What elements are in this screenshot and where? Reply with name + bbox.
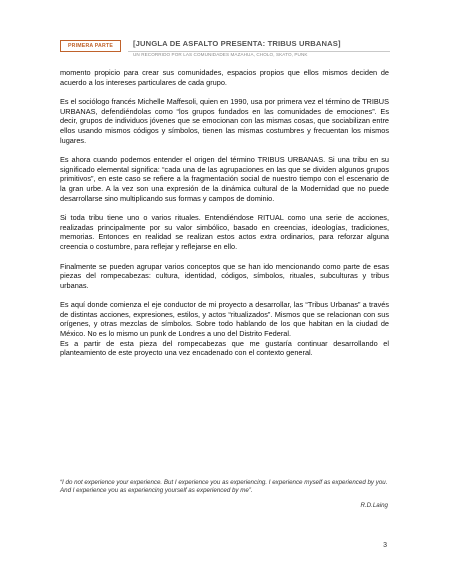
quote-author: R.D.Laing [360, 502, 388, 509]
paragraph: Es ahora cuando podemos entender el origen del término TRIBUS URBANAS. Si una tribu en su significado elemental significa: “cada una de las agrupaciones en las que se dividen algunos grupos primitivos”, en este caso se refiere a la fragmentación social de nuestro tiempo con el escenario de la gran urbe. A la vez son una expresión de la dinámica cultural de la Modernidad que no puede desarrollarse sino multiplicando sus formas y campos de dominio. [60, 155, 389, 203]
epigraph-quote: “I do not experience your experience. But I experience you as experiencing. I experience myself as experienced by you. And I experience you as experiencing yourself as experienced by me”. [60, 479, 388, 495]
section-badge: PRIMERA PARTE [60, 40, 121, 52]
paragraph: Es aquí donde comienza el eje conductor de mi proyecto a desarrollar, las “Tribus Urbanas” a través de distintas acciones, expresiones, estilos, y actos “ritualizados”. Mismos que se relacionan con sus orígenes, y otras mezclas de símbolos. Sobre todo hablando de los que habitan en la ciudad de México. No es lo mismo un punk de Londres a uno del Distrito Federal. [60, 300, 389, 339]
paragraph: Si toda tribu tiene uno o varios rituales. Entendiéndose RITUAL como una serie de acciones, realizadas principalmente por su valor simbólico, basado en creencias, ideologías, tradiciones, memorias. Entonces en realidad se realizan estos actos extra ordinarios, para reforzar alguna creencia o costumbre, para reflejar y reflejarse en ello. [60, 213, 389, 251]
body-text [60, 68, 389, 368]
paragraph: Es el sociólogo francés Michelle Maffesoli, quien en 1990, usa por primera vez el término de TRIBUS URBANAS, defendiéndolas como “los grupos fundados en las comunidades de emociones”. Es decir, grupos de individuos jóvenes que se emocionan con las mismas cosas, que sociabilizan entre ellos usando mismos códigos y símbolos, tienen las mismas costumbres y frecuentan los mismos lugares. [60, 97, 389, 145]
paragraph: Finalmente se pueden agrupar varios conceptos que se han ido mencionando como parte de esas piezas del rompecabezas: cultura, identidad, códigos, símbolos, rituales, subculturas y tribus urbanas. [60, 261, 389, 290]
page-number: 3 [383, 542, 387, 549]
running-header-subtitle: UN RECORRIDO POR LAS COMUNIDADES MAZAHUA, CHOLO, SKATO, PUNK [133, 52, 308, 57]
running-header-title: [JUNGLA DE ASFALTO PRESENTA: TRIBUS URBANAS] [133, 39, 341, 48]
paragraph: momento propicio para crear sus comunidades, espacios propios que ellos mismos deciden de acuerdo a los intereses particulares de cada grupo. [60, 68, 389, 87]
paragraph: Es a partir de esta pieza del rompecabezas que me gustaría continuar desarrollando el planteamiento de este proyecto una vez encadenado con el contexto general. [60, 338, 389, 358]
